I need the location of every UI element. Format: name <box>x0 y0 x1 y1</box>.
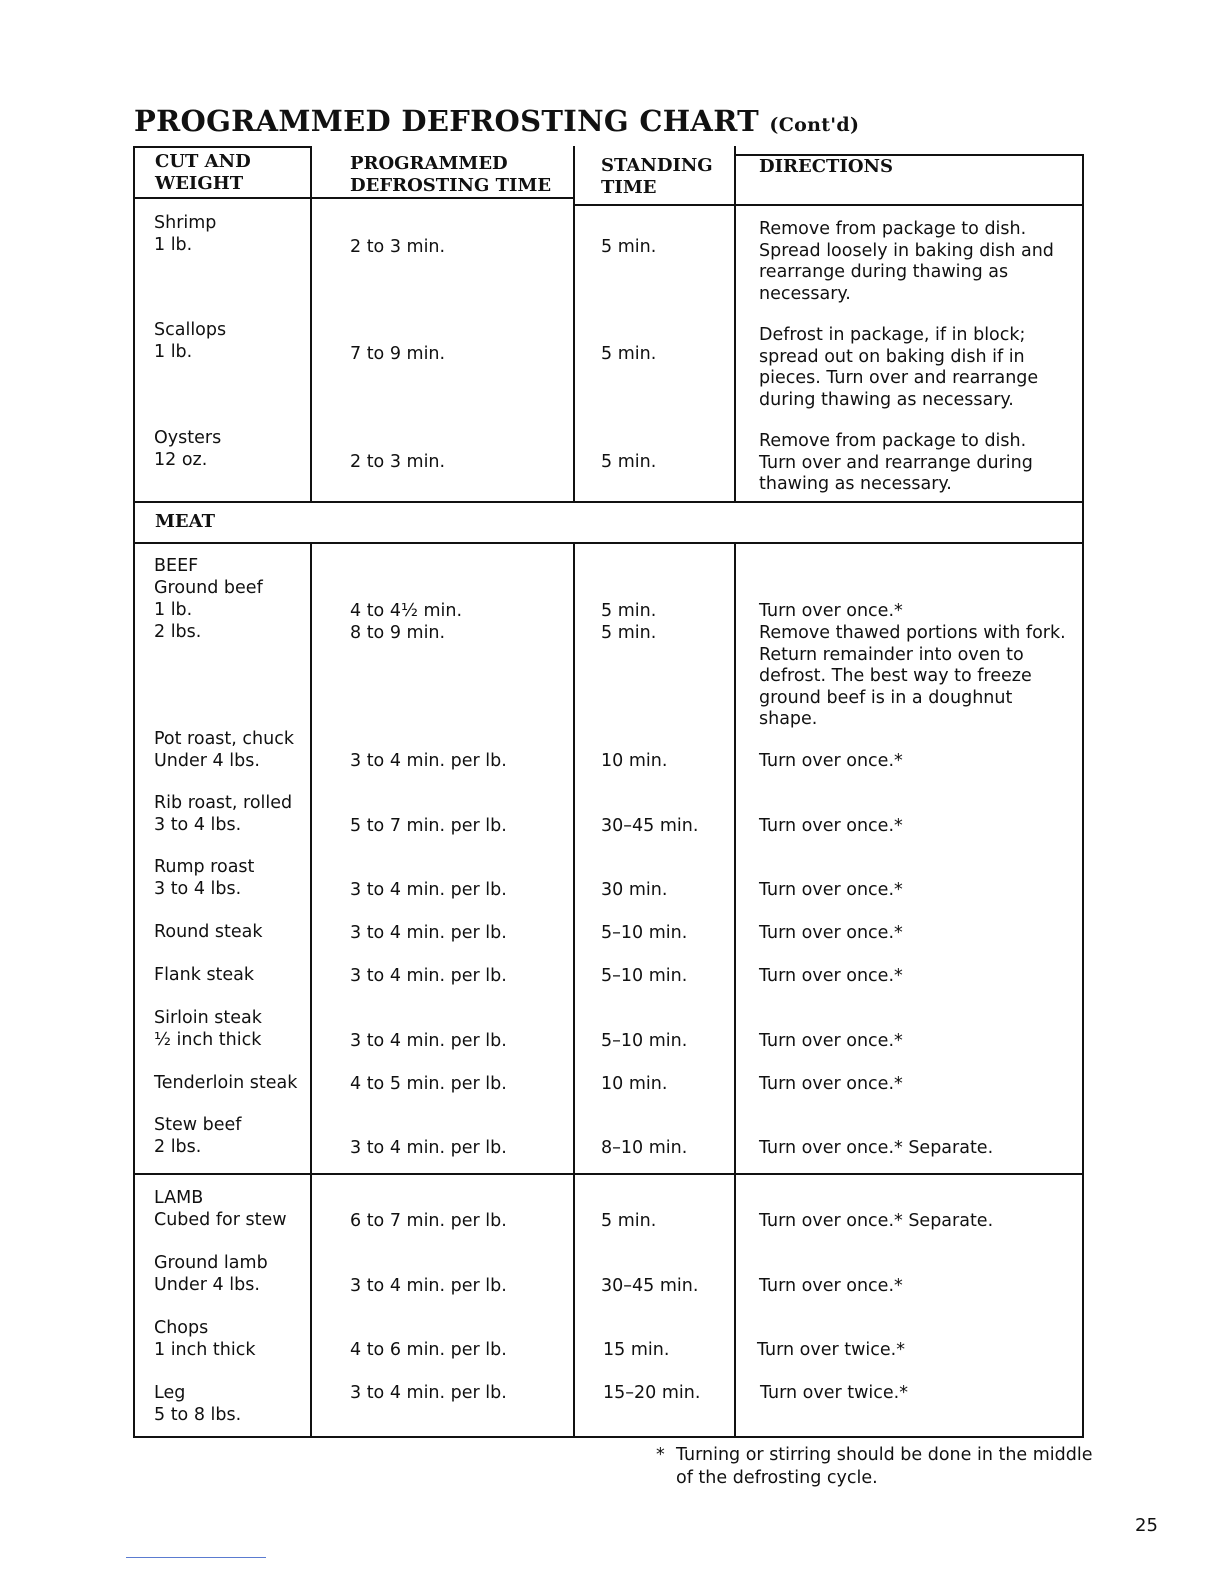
lamb-row-standing: 30–45 min. <box>601 1276 699 1296</box>
lamb-row-directions: Turn over twice.* <box>760 1383 908 1403</box>
beef-heading: BEEF <box>154 556 199 576</box>
lamb-row-directions: Turn over once.* <box>759 1276 903 1296</box>
title-continued: (Cont'd) <box>769 114 860 136</box>
rule-col2-lower <box>310 542 312 1438</box>
beef-row-standing: 5–10 min. <box>601 966 688 986</box>
beef-row-cut: Tenderloin steak <box>154 1073 298 1093</box>
shrimp-cut: Shrimp 1 lb. <box>154 213 217 255</box>
rule-meat-bottom <box>134 542 1084 544</box>
rule-right <box>1082 154 1084 1438</box>
rule-col4 <box>734 146 736 503</box>
beef-row-directions: Turn over once.* <box>759 880 903 900</box>
beef-row-directions: Turn over once.* <box>759 966 903 986</box>
beef-row-standing: 5 min. <box>601 601 657 621</box>
lamb-row-cut: Ground lamb Under 4 lbs. <box>154 1253 268 1295</box>
meat-section-label: MEAT <box>155 511 216 532</box>
rule-top <box>134 146 310 148</box>
oysters-cut: Oysters 12 oz. <box>154 428 222 470</box>
lamb-row-directions: Turn over twice.* <box>757 1340 905 1360</box>
rule-col3-lower <box>573 542 575 1438</box>
beef-row-standing: 8–10 min. <box>601 1138 688 1158</box>
footnote-marker: * <box>656 1445 665 1465</box>
beef-row-cut: Stew beef 2 lbs. <box>154 1115 242 1157</box>
lamb-heading: LAMB <box>154 1188 204 1208</box>
bottom-rule <box>126 1557 266 1558</box>
beef-row-directions: Turn over once.* <box>759 1074 903 1094</box>
beef-row-time: 4 to 5 min. per lb. <box>350 1074 507 1094</box>
beef-row-directions: Turn over once.* <box>759 601 903 621</box>
beef-row-time: 8 to 9 min. <box>350 623 446 643</box>
header-programmed-time: PROGRAMMED DEFROSTING TIME <box>350 153 552 196</box>
lamb-row-time: 6 to 7 min. per lb. <box>350 1211 507 1231</box>
beef-row-cut: 1 lb. <box>154 600 193 620</box>
lamb-row-standing: 5 min. <box>601 1211 657 1231</box>
beef-row-directions: Turn over once.* <box>759 816 903 836</box>
lamb-row-time: 3 to 4 min. per lb. <box>350 1276 507 1296</box>
lamb-row-standing: 15 min. <box>603 1340 670 1360</box>
beef-row-directions: Remove thawed portions with fork. Return remainder into oven to defrost. The best way to freeze ground beef is in a doughnut shape. <box>759 623 1066 729</box>
beef-row-time: 3 to 4 min. per lb. <box>350 966 507 986</box>
oysters-directions: Remove from package to dish. Turn over and rearrange during thawing as necessary. <box>759 431 1033 494</box>
ground-beef-label: Ground beef <box>154 578 263 598</box>
title-main: PROGRAMMED DEFROSTING CHART <box>134 104 760 138</box>
footnote <box>656 1444 1096 1490</box>
beef-row-standing: 30–45 min. <box>601 816 699 836</box>
beef-row-time: 3 to 4 min. per lb. <box>350 923 507 943</box>
beef-row-standing: 30 min. <box>601 880 668 900</box>
rule-header-bottom <box>134 197 574 199</box>
beef-row-standing: 5–10 min. <box>601 923 688 943</box>
beef-row-cut: Sirloin steak ½ inch thick <box>154 1008 262 1050</box>
beef-row-standing: 10 min. <box>601 1074 668 1094</box>
beef-row-standing: 5–10 min. <box>601 1031 688 1051</box>
lamb-row-directions: Turn over once.* Separate. <box>759 1211 994 1231</box>
rule-header-bottom-right <box>574 204 1084 206</box>
lamb-row-cut: Leg 5 to 8 lbs. <box>154 1383 242 1425</box>
shrimp-standing: 5 min. <box>601 237 657 257</box>
beef-row-cut: Round steak <box>154 922 263 942</box>
beef-row-time: 3 to 4 min. per lb. <box>350 880 507 900</box>
shrimp-directions: Remove from package to dish. Spread loosely in baking dish and rearrange during thawing as necessary. <box>759 219 1054 304</box>
lamb-row-cut: Cubed for stew <box>154 1210 287 1230</box>
beef-row-directions: Turn over once.* <box>759 751 903 771</box>
beef-row-cut: 2 lbs. <box>154 622 202 642</box>
rule-col2 <box>310 146 312 503</box>
beef-row-cut: Flank steak <box>154 965 255 985</box>
beef-row-directions: Turn over once.* <box>759 923 903 943</box>
beef-row-cut: Rump roast 3 to 4 lbs. <box>154 857 255 899</box>
beef-row-standing: 10 min. <box>601 751 668 771</box>
rule-table-bottom <box>134 1436 1084 1438</box>
beef-row-directions: Turn over once.* Separate. <box>759 1138 994 1158</box>
rule-beef-bottom <box>134 1173 1084 1175</box>
rule-left <box>133 146 135 1438</box>
oysters-standing: 5 min. <box>601 452 657 472</box>
lamb-row-time: 3 to 4 min. per lb. <box>350 1383 507 1403</box>
shrimp-time: 2 to 3 min. <box>350 237 446 257</box>
rule-seafood-bottom <box>134 501 1084 503</box>
lamb-row-time: 4 to 6 min. per lb. <box>350 1340 507 1360</box>
beef-row-time: 3 to 4 min. per lb. <box>350 751 507 771</box>
scallops-directions: Defrost in package, if in block; spread out on baking dish if in pieces. Turn over and rearrange during thawing as necessary. <box>759 325 1039 410</box>
oysters-time: 2 to 3 min. <box>350 452 446 472</box>
lamb-row-cut: Chops 1 inch thick <box>154 1318 256 1360</box>
beef-row-cut: Pot roast, chuck Under 4 lbs. <box>154 729 294 771</box>
footnote-text: Turning or stirring should be done in the middle of the defrosting cycle. <box>676 1445 1093 1488</box>
beef-row-time: 3 to 4 min. per lb. <box>350 1138 507 1158</box>
header-standing-time: STANDING TIME <box>601 155 713 198</box>
header-directions: DIRECTIONS <box>759 156 893 177</box>
scallops-time: 7 to 9 min. <box>350 344 446 364</box>
rule-col4-lower <box>734 542 736 1438</box>
beef-row-time: 5 to 7 min. per lb. <box>350 816 507 836</box>
page-number: 25 <box>1135 1515 1158 1536</box>
scallops-cut: Scallops 1 lb. <box>154 320 227 362</box>
lamb-row-standing: 15–20 min. <box>603 1383 701 1403</box>
rule-col3 <box>573 146 575 503</box>
beef-row-cut: Rib roast, rolled 3 to 4 lbs. <box>154 793 293 835</box>
beef-row-time: 4 to 4½ min. <box>350 601 463 621</box>
scallops-standing: 5 min. <box>601 344 657 364</box>
beef-row-time: 3 to 4 min. per lb. <box>350 1031 507 1051</box>
beef-row-standing: 5 min. <box>601 623 657 643</box>
header-cut-weight: CUT AND WEIGHT <box>155 151 251 194</box>
beef-row-directions: Turn over once.* <box>759 1031 903 1051</box>
